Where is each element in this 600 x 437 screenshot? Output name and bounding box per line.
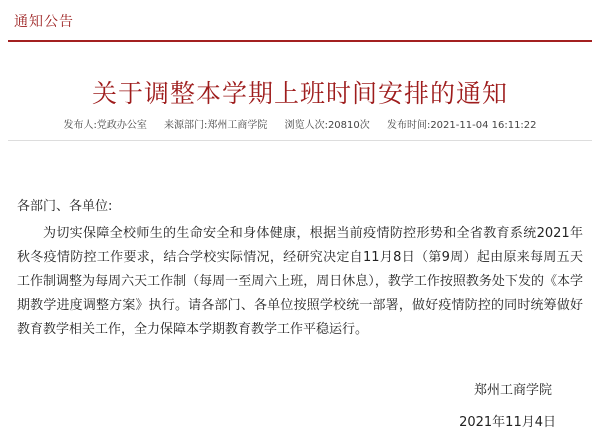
meta-published-time: 发布时间:2021-11-04 16:11:22 [386, 120, 537, 131]
meta-views: 浏览人次:20810次 [284, 120, 370, 131]
salutation: 各部门、各单位: [17, 199, 113, 214]
notice-meta [0, 116, 600, 131]
notice-title: 关于调整本学期上班时间安排的通知 [91, 78, 508, 108]
section-divider [8, 40, 592, 42]
notice-body: 为切实保障全校师生的生命安全和身体健康，根据当前疫情防控形势和全省教育系统2021年秋冬疫情防控工作要求，结合学校实际情况，经研究决定自11月8日（第9周）起由原来每周五天工作制调整为每周六天工作制（每周一至周六上班，周日休息），教学工作按照教务处下发的《本学期教学进度调整方案》执行。请各部门、各单位按照学校统一部署，做好疫情防控的同时统筹做好教育教学相关工作，全力保障本学期教育教学工作平稳运行。 [17, 226, 583, 337]
meta-publisher: 发布人:党政办公室 [63, 120, 147, 131]
section-label[interactable]: 通知公告 [14, 14, 74, 30]
signer: 郑州工商学院 [473, 383, 552, 398]
meta-divider [8, 140, 592, 141]
meta-source: 来源部门:郑州工商学院 [164, 120, 268, 131]
sign-date: 2021年11月4日 [459, 415, 556, 430]
